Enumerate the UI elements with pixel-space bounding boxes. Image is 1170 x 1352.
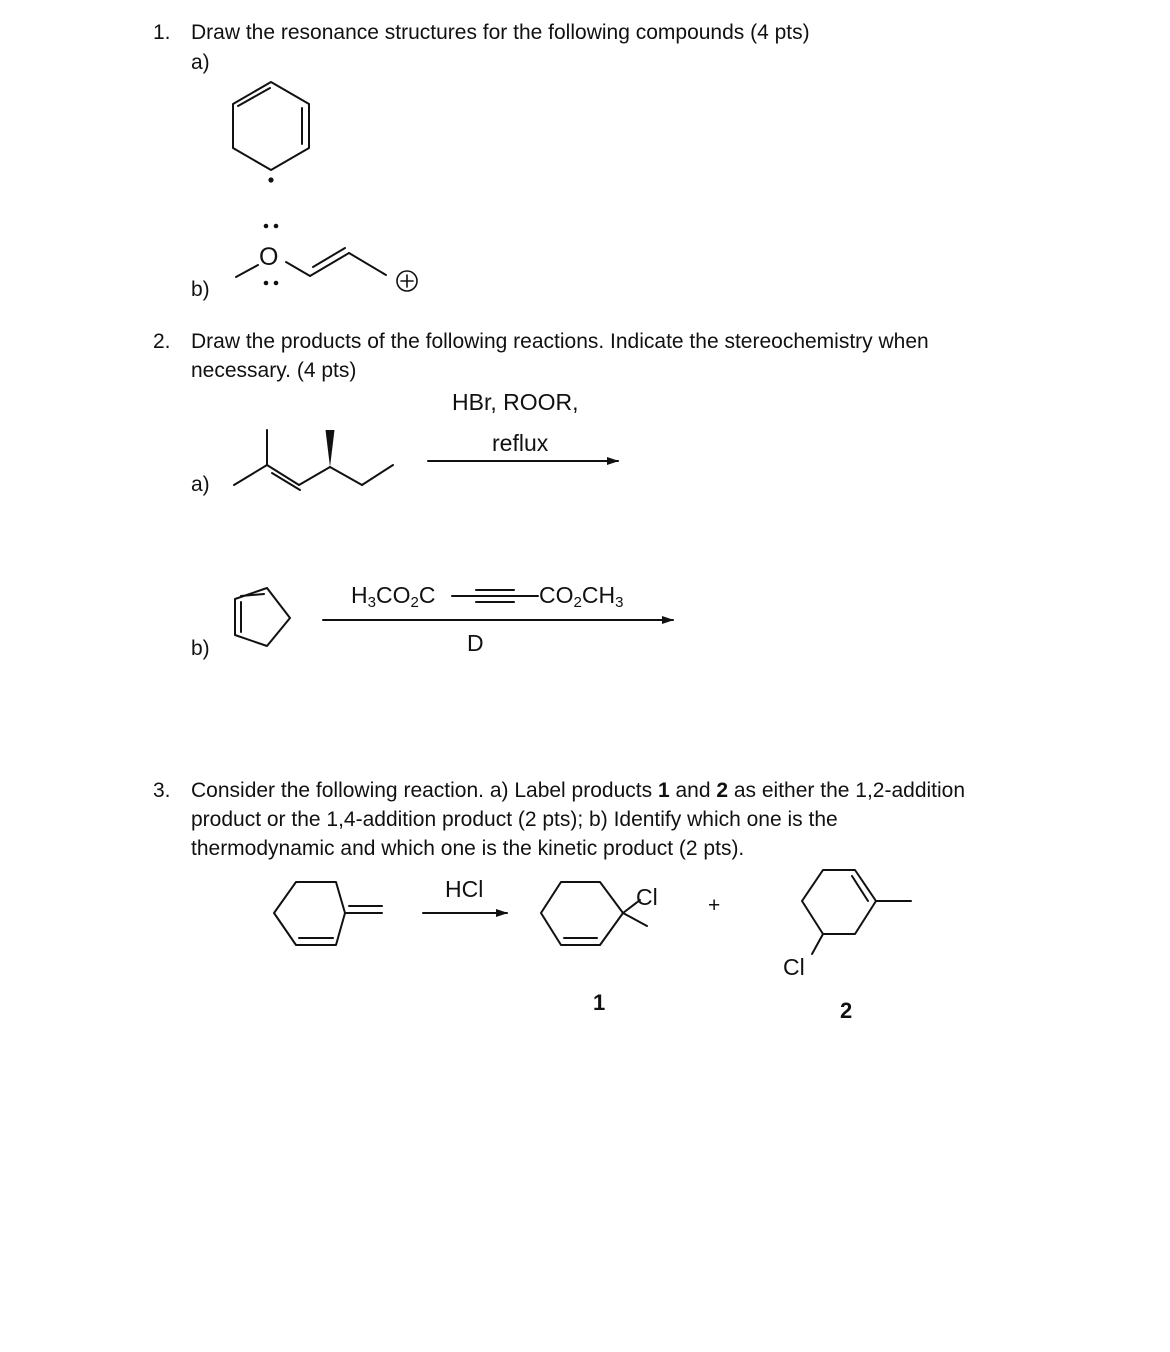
q2a-wedge-bond xyxy=(326,430,335,467)
q3-line3: thermodynamic and which one is the kinetic product (2 pts). xyxy=(191,837,745,860)
q1b-oxyallyl-chain xyxy=(236,248,386,277)
q3-product1-structure xyxy=(541,882,647,945)
q3-reactant-structure xyxy=(274,882,382,945)
q3-line1: Consider the following reaction. a) Label products 1 and 2 as either the 1,2-addition xyxy=(191,779,966,802)
q2b-alkyne-bonds xyxy=(452,590,538,602)
q1b-lone-pairs xyxy=(264,224,279,286)
q3-product2-chlorine: Cl xyxy=(783,954,805,980)
q1-part-b-label: b) xyxy=(191,278,210,301)
q3-number: 3. xyxy=(153,779,171,802)
q2b-reagent-right: $CO_2CH_3$ xyxy=(539,582,624,611)
q1-number: 1. xyxy=(153,21,171,44)
q2-part-a-label: a) xyxy=(191,473,210,496)
q1a-radical-dot xyxy=(268,177,273,182)
q1-part-a-label: a) xyxy=(191,51,210,74)
q2-part-b-label: b) xyxy=(191,637,210,660)
q2a-reagent-line1: HBr, ROOR, xyxy=(452,389,579,415)
q2-line1: Draw the products of the following reactions. Indicate the stereochemistry when xyxy=(191,330,929,353)
q3-product2-label: 2 xyxy=(840,998,853,1023)
q3-product1-label: 1 xyxy=(593,990,606,1015)
q2a-alkene-structure xyxy=(234,430,393,490)
q3-reagent: HCl xyxy=(445,876,484,902)
q1a-cyclohexadienyl-structure xyxy=(233,82,309,170)
q2b-reagent-left: $H_3CO_2C$ xyxy=(351,582,436,611)
q2b-condition: D xyxy=(467,630,484,656)
q2-number: 2. xyxy=(153,330,171,353)
q3-product2-structure xyxy=(802,870,911,954)
q3-line2: product or the 1,4-addition product (2 pts); b) Identify which one is the xyxy=(191,808,838,831)
q1-text: Draw the resonance structures for the following compounds (4 pts) xyxy=(191,21,810,44)
q3-product1-chlorine: Cl xyxy=(636,884,658,910)
q2-line2: necessary. (4 pts) xyxy=(191,359,357,382)
q2b-cyclopentadiene-structure xyxy=(235,588,290,646)
q2a-reagent-line2: reflux xyxy=(492,430,549,456)
q1b-oxygen-label: O xyxy=(259,243,279,271)
q3-plus: + xyxy=(708,894,721,917)
